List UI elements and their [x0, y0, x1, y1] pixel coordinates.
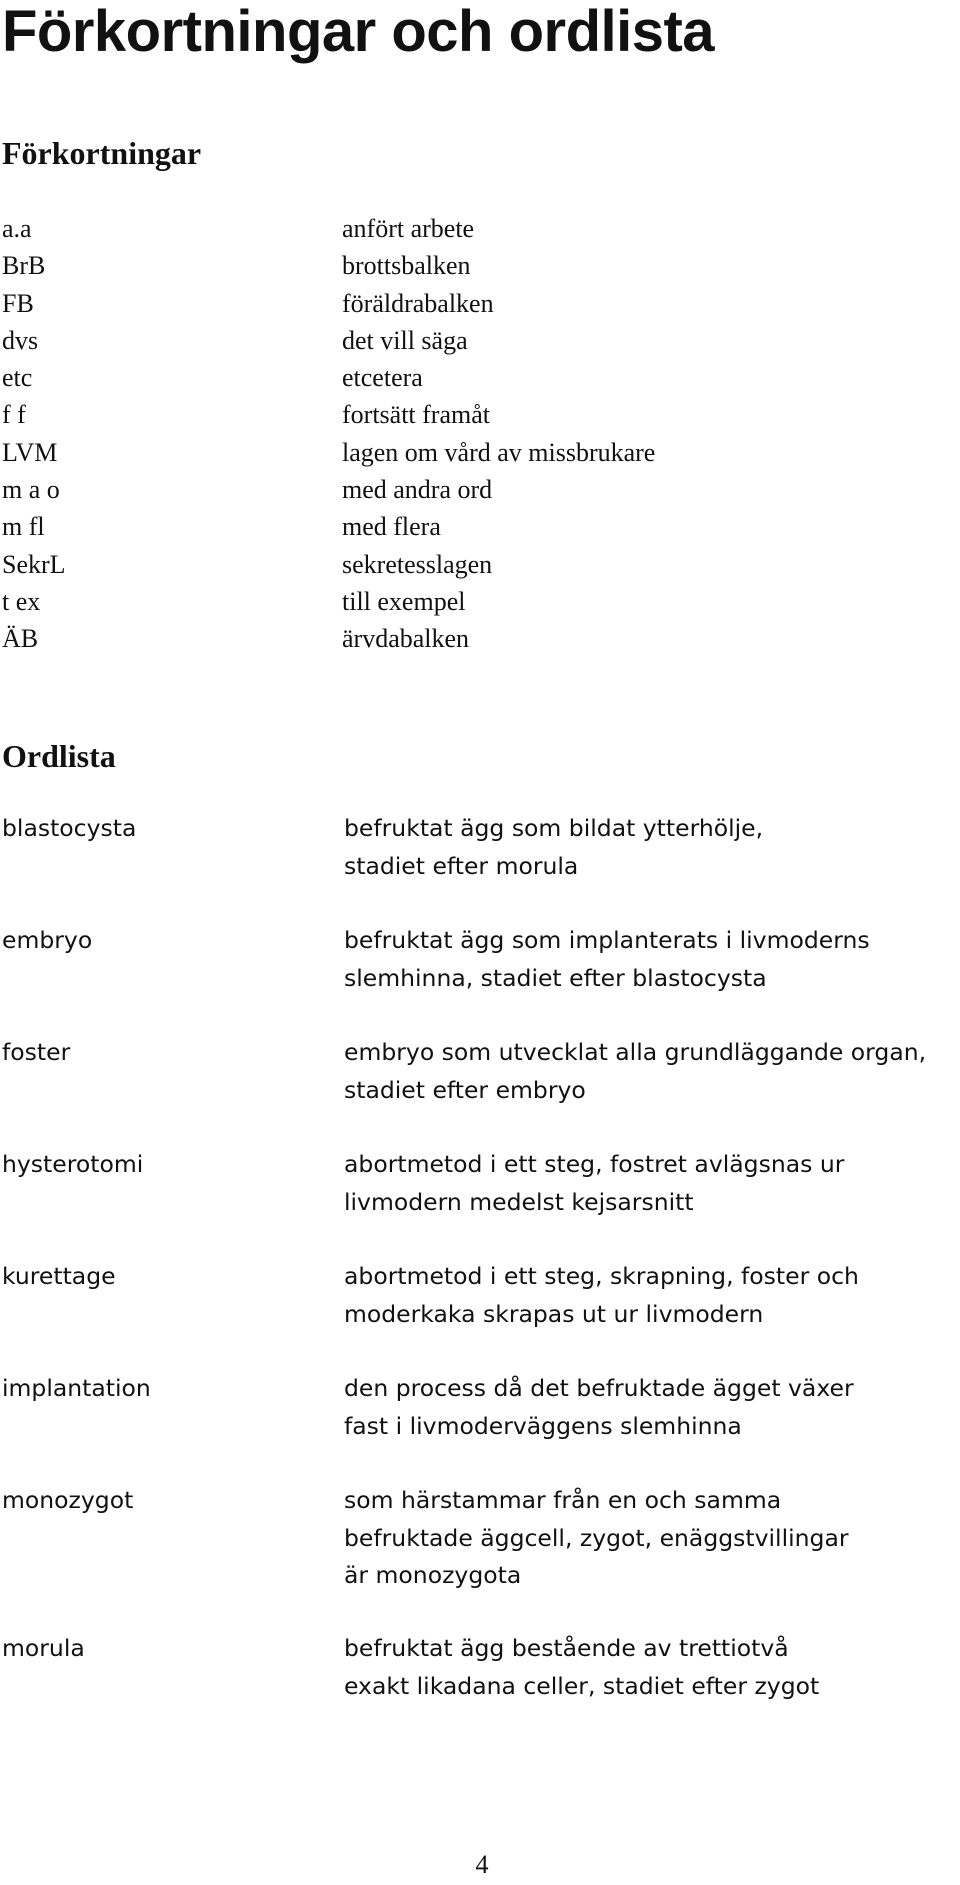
abbreviation-definition: anfört arbete: [342, 214, 475, 243]
glossary-entry: [0, 922, 960, 997]
glossary-definition-line: stadiet efter morula: [344, 851, 579, 880]
glossary-definition-line: abortmetod i ett steg, skrapning, foster och: [344, 1262, 859, 1290]
abbreviation-row: [0, 546, 960, 583]
abbreviation-row: [0, 285, 960, 322]
abbreviation-term: f f: [2, 400, 26, 430]
abbreviation-definition: sekretesslagen: [342, 549, 493, 579]
glossary-definition-line: som härstammar från en och samma: [344, 1486, 782, 1514]
glossary-entry: [0, 1370, 960, 1445]
abbreviation-term: m fl: [2, 512, 45, 542]
glossary-entry: [0, 1258, 960, 1333]
glossary-definition-line: slemhinna, stadiet efter blastocysta: [344, 963, 767, 992]
abbreviation-definition: föräldrabalken: [342, 288, 494, 318]
abbreviation-definition: brottsbalken: [342, 251, 471, 281]
glossary-entry: [0, 810, 960, 885]
glossary-entry: [0, 1630, 960, 1705]
glossary-definition: [344, 810, 954, 885]
abbreviation-term: BrB: [2, 251, 46, 281]
abbreviation-definition: etcetera: [342, 363, 423, 393]
abbreviation-row: [0, 434, 960, 471]
page-title: Förkortningar och ordlista: [2, 0, 715, 64]
glossary-term: blastocysta: [2, 814, 137, 842]
glossary-definition-line: stadiet efter embryo: [344, 1075, 586, 1104]
abbreviation-term: dvs: [2, 325, 39, 355]
glossary-definition-line: befruktat ägg som bildat ytterhölje,: [344, 814, 764, 842]
glossary-definition-line: embryo som utvecklat alla grundläggande organ,: [344, 1038, 927, 1066]
glossary-definition-line: befruktat ägg bestående av trettiotvå: [344, 1634, 789, 1662]
abbreviation-term: m a o: [2, 475, 60, 505]
glossary-definition-line: den process då det befruktade ägget växer: [344, 1374, 854, 1402]
abbreviation-row: [0, 322, 960, 359]
abbreviations-heading: Förkortningar: [2, 135, 202, 171]
glossary-definition: [344, 1482, 954, 1595]
glossary-definition: [344, 1146, 954, 1221]
abbreviation-row: [0, 620, 960, 657]
glossary-definition-line: livmodern medelst kejsarsnitt: [344, 1187, 694, 1216]
abbreviations-list: [0, 210, 960, 658]
glossary-definition: [344, 922, 954, 997]
abbreviation-term: FB: [2, 288, 34, 318]
abbreviation-term: SekrL: [2, 549, 66, 579]
glossary-term: hysterotomi: [2, 1150, 144, 1178]
glossary-definition-line: är monozygota: [344, 1561, 522, 1589]
abbreviation-row: [0, 471, 960, 508]
abbreviation-term: ÄB: [2, 624, 39, 654]
glossary-entry: [0, 1146, 960, 1221]
glossary-term: kurettage: [2, 1262, 116, 1290]
abbreviation-definition: det vill säga: [342, 325, 468, 355]
page-number: 4: [475, 1850, 489, 1879]
abbreviation-row: [0, 359, 960, 396]
glossary-definition-line: fast i livmoderväggens slemhinna: [344, 1411, 742, 1440]
abbreviation-term: a.a: [2, 214, 32, 243]
abbreviation-definition: lagen om vård av missbrukare: [342, 437, 656, 467]
glossary-term: embryo: [2, 926, 93, 954]
glossary-heading: Ordlista: [2, 738, 116, 774]
glossary-term: implantation: [2, 1374, 151, 1402]
abbreviation-term: t ex: [2, 586, 41, 616]
abbreviation-definition: till exempel: [342, 586, 466, 616]
abbreviation-row: [0, 210, 960, 247]
abbreviation-row: [0, 396, 960, 433]
abbreviation-row: [0, 247, 960, 284]
abbreviation-definition: med andra ord: [342, 475, 493, 505]
abbreviation-term: LVM: [2, 437, 58, 467]
glossary-term: morula: [2, 1634, 85, 1662]
abbreviation-definition: ärvdabalken: [342, 624, 470, 654]
glossary-definition-line: befruktade äggcell, zygot, enäggstvillingar: [344, 1523, 849, 1552]
abbreviation-term: etc: [2, 363, 33, 393]
glossary-definition-line: abortmetod i ett steg, fostret avlägsnas ur: [344, 1150, 845, 1178]
abbreviation-row: [0, 508, 960, 545]
glossary-definition: [344, 1370, 954, 1445]
glossary-definition: [344, 1630, 954, 1705]
glossary-entry: [0, 1482, 960, 1595]
glossary-definition: [344, 1034, 954, 1109]
abbreviation-definition: fortsätt framåt: [342, 400, 490, 430]
glossary-entry: [0, 1034, 960, 1109]
abbreviation-definition: med flera: [342, 512, 441, 542]
glossary-definition: [344, 1258, 954, 1333]
glossary-definition-line: moderkaka skrapas ut ur livmodern: [344, 1299, 764, 1328]
glossary-definition-line: befruktat ägg som implanterats i livmoderns: [344, 926, 870, 954]
glossary-term: monozygot: [2, 1486, 134, 1514]
glossary-definition-line: exakt likadana celler, stadiet efter zygot: [344, 1671, 820, 1700]
abbreviation-row: [0, 583, 960, 620]
glossary-term: foster: [2, 1038, 71, 1066]
